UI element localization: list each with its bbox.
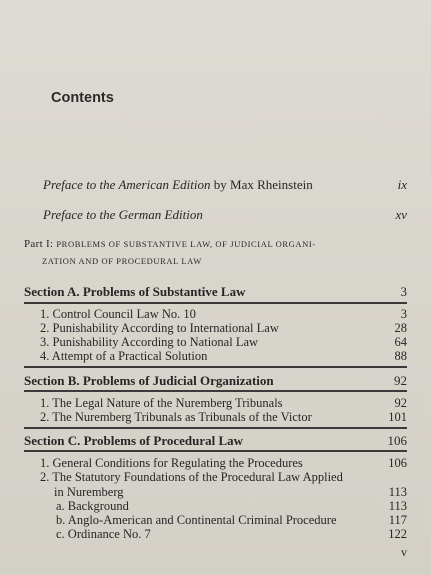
- page-number: 101: [388, 410, 407, 424]
- entry-title: b. Anglo-American and Continental Criminal Procedure: [56, 513, 337, 527]
- preface-title: Preface to the German Edition: [43, 207, 203, 222]
- section-title: Section A. Problems of Substantive Law: [24, 284, 246, 299]
- page-number: 113: [388, 499, 407, 513]
- toc-entry[interactable]: [40, 470, 407, 485]
- page-number: 106: [388, 456, 407, 470]
- page-number: 106: [387, 433, 407, 448]
- entry-title: 2. The Statutory Foundations of the Procedural Law Applied: [40, 470, 343, 484]
- page-number: 92: [394, 396, 407, 410]
- section-title: Section B. Problems of Judicial Organization: [24, 373, 274, 388]
- part-heading-line1: [24, 238, 407, 250]
- toc-entry[interactable]: [40, 396, 407, 411]
- page-number: 3: [400, 284, 407, 299]
- toc-entry[interactable]: [40, 307, 407, 322]
- page-number: 122: [388, 527, 407, 541]
- entry-title: a. Background: [56, 499, 129, 513]
- page-number: 28: [394, 321, 407, 335]
- entry-title: 1. General Conditions for Regulating the Procedures: [40, 456, 303, 470]
- section-b-heading[interactable]: [24, 373, 407, 389]
- entry-title: in Nuremberg: [54, 485, 124, 499]
- divider: [24, 390, 407, 392]
- section-a-heading[interactable]: [24, 284, 407, 300]
- toc-subentry[interactable]: [56, 513, 407, 528]
- toc-entry[interactable]: [40, 321, 407, 336]
- toc-entry-preface-german[interactable]: [43, 207, 407, 223]
- entry-title: 1. The Legal Nature of the Nuremberg Tribunals: [40, 396, 283, 410]
- divider: [24, 427, 407, 429]
- entry-title: c. Ordinance No. 7: [56, 527, 151, 541]
- page-number: 117: [388, 513, 407, 527]
- page-number: xv: [395, 207, 407, 222]
- section-title: Section C. Problems of Procedural Law: [24, 433, 244, 448]
- part-label: Part I:: [24, 238, 54, 250]
- page-number: 92: [394, 373, 407, 388]
- entry-title: 3. Punishability According to National Law: [40, 335, 259, 349]
- preface-title: Preface to the American Edition: [43, 177, 211, 192]
- page-number: 64: [394, 335, 407, 349]
- toc-entry[interactable]: [40, 335, 407, 350]
- entry-title: 4. Attempt of a Practical Solution: [40, 349, 208, 363]
- preface-author: by Max Rheinstein: [213, 177, 313, 192]
- toc-subentry[interactable]: [56, 499, 407, 514]
- page-number: 3: [400, 307, 407, 321]
- toc-entry[interactable]: [40, 456, 407, 471]
- toc-subentry[interactable]: [56, 527, 407, 542]
- part-title-line1: PROBLEMS OF SUBSTANTIVE LAW, OF JUDICIAL ORGANI-: [56, 239, 316, 249]
- toc-entry-continued[interactable]: [54, 485, 407, 500]
- page-title: Contents: [51, 90, 114, 106]
- divider: [24, 450, 407, 452]
- toc-entry[interactable]: [40, 349, 407, 364]
- divider: [24, 366, 407, 368]
- entry-title: 2. Punishability According to International Law: [40, 321, 279, 335]
- divider: [24, 302, 407, 304]
- section-c-heading[interactable]: [24, 433, 407, 449]
- toc-entry[interactable]: [40, 410, 407, 425]
- part-heading-line2: [42, 255, 407, 267]
- entry-title: 1. Control Council Law No. 10: [40, 307, 196, 321]
- part-title-line2: ZATION AND OF PROCEDURAL LAW: [42, 256, 202, 266]
- page-number: 88: [394, 349, 407, 363]
- folio-page-number: v: [401, 545, 407, 559]
- entry-title: 2. The Nuremberg Tribunals as Tribunals of the Victor: [40, 410, 312, 424]
- page-number: ix: [397, 177, 407, 192]
- toc-entry-preface-american[interactable]: [43, 177, 407, 193]
- page-number: 113: [388, 485, 407, 499]
